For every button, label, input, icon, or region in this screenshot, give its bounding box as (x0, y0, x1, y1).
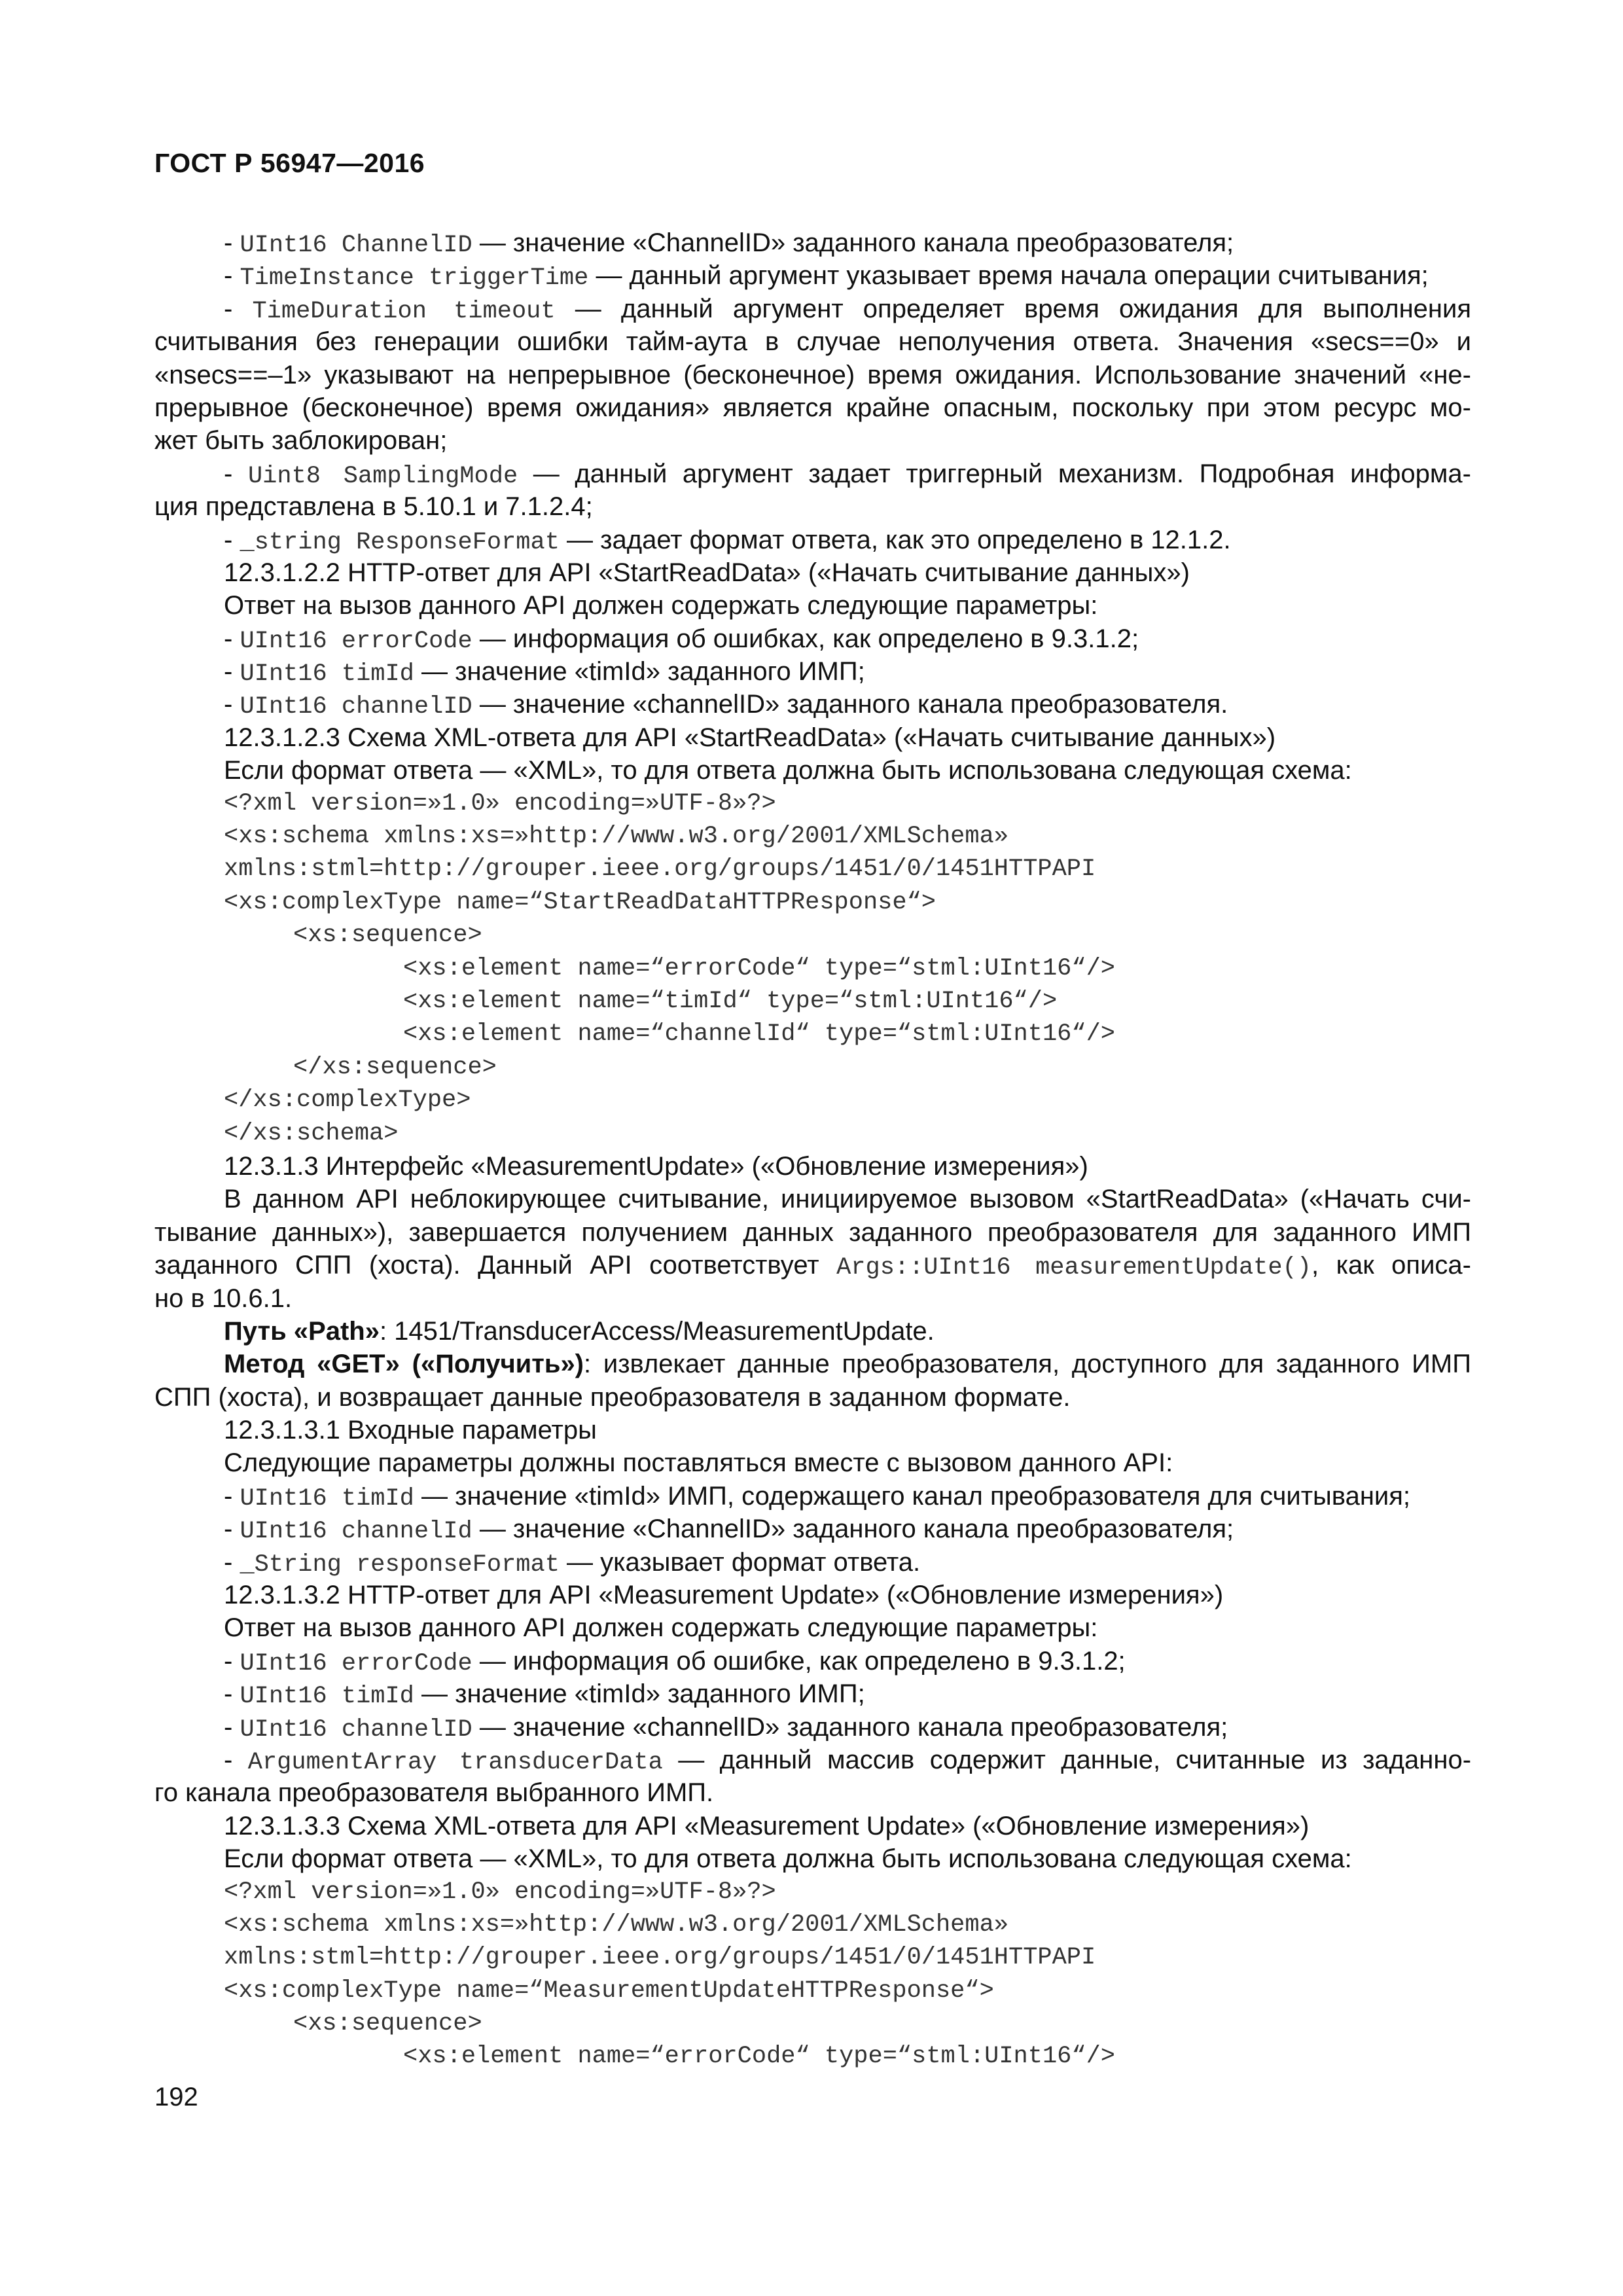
text-run: <xs:sequence> (293, 2010, 482, 2038)
code-identifier: UInt16 timId (240, 1683, 414, 1711)
text-run: — значение «timId» ИМП, содержащего канал преобразователя для считывания; (414, 1481, 1411, 1511)
text-line (154, 1842, 1471, 1875)
text-run: но в 10.6.1. (154, 1283, 293, 1313)
code-identifier: Uint8 SamplingMode (247, 462, 518, 490)
code-line (154, 853, 1471, 886)
text-run: го канала преобразователя выбранного ИМП. (154, 1778, 714, 1808)
text-line (154, 424, 1471, 457)
text-run: - (224, 525, 240, 554)
text-run: <xs:complexType name=“StartReadDataHTTPResponse“> (224, 888, 936, 916)
code-identifier: TimeDuration timeout (252, 297, 556, 325)
code-identifier: ArgumentArray transducerData (247, 1748, 663, 1776)
text-run: : извлекает данные преобразователя, доступного для заданного ИМП (584, 1350, 1471, 1379)
text-line (154, 1810, 1471, 1842)
code-line (154, 1018, 1471, 1050)
text-line (154, 655, 1471, 688)
text-run: - (224, 657, 240, 687)
text-run: - (224, 261, 240, 291)
text-line (154, 1282, 1471, 1315)
text-run: тывание данных»), завершается получением данных заданного преобразователя для заданного ИМП (154, 1217, 1471, 1247)
text-run: <xs:schema xmlns:xs=»http://www.w3.org/2001/XMLSchema» (224, 1910, 1008, 1939)
code-identifier: UInt16 ChannelID (240, 232, 473, 259)
text-line (154, 391, 1471, 424)
text-line (154, 556, 1471, 589)
text-run: — значение «channelID» заданного канала преобразователя. (472, 690, 1228, 719)
text-run: — значение «timId» заданного ИМП; (414, 1679, 865, 1709)
text-run: 12.3.1.3.1 Входные параметры (224, 1416, 597, 1445)
text-run: - (224, 1745, 248, 1774)
code-line (154, 2007, 1471, 2040)
text-line (154, 359, 1471, 391)
text-run: «nsecs==–1» указывают на непрерывное (бесконечное) время ожидания. Использование значений «не- (154, 360, 1471, 389)
text-run: </xs:sequence> (293, 1053, 497, 1081)
text-line (154, 1711, 1471, 1744)
text-run: : 1451/TransducerAccess/MeasurementUpdate. (379, 1316, 935, 1346)
text-run: жет быть заблокирован; (154, 426, 448, 456)
code-identifier: UInt16 errorCode (240, 1649, 473, 1677)
text-line (154, 589, 1471, 622)
text-line (154, 721, 1471, 754)
text-run: 12.3.1.3.3 Схема XML-ответа для API «Measurement Update» («Обновление измерения») (224, 1811, 1310, 1840)
code-identifier: Args::UInt16 measurementUpdate() (836, 1254, 1311, 1282)
document-body (154, 226, 1471, 2073)
text-run: В данном API неблокирующее считывание, инициируемое вызовом «StartReadData» («Начать счи- (224, 1185, 1471, 1214)
text-line (154, 1249, 1471, 1282)
text-run: Следующие параметры должны поставляться вместе с вызовом данного API: (224, 1448, 1173, 1478)
code-line (154, 2040, 1471, 2073)
code-identifier: UInt16 errorCode (240, 627, 473, 655)
text-line (154, 1546, 1471, 1579)
text-line (154, 622, 1471, 655)
text-line (154, 1513, 1471, 1545)
code-line (154, 1975, 1471, 2007)
text-run: — данный аргумент указывает время начала операции считывания; (588, 261, 1429, 291)
text-run: <xs:element name=“errorCode“ type=“stml:UInt16“/> (403, 2043, 1115, 2071)
code-identifier: UInt16 channelID (240, 693, 473, 721)
text-line (154, 226, 1471, 259)
code-line (154, 787, 1471, 820)
text-line (154, 1677, 1471, 1710)
text-line (154, 1480, 1471, 1513)
code-identifier: UInt16 timId (240, 1484, 414, 1513)
text-line (154, 688, 1471, 721)
text-line (154, 1579, 1471, 1611)
code-identifier: _String responseFormat (240, 1551, 560, 1579)
text-run: — данный аргумент определяет время ожидания для выполнения (555, 294, 1472, 323)
text-run: <?xml version=»1.0» encoding=»UTF-8»?> (224, 1878, 776, 1906)
text-line (154, 524, 1471, 556)
text-run: считывания без генерации ошибки тайм-аута в случае неполучения ответа. Значения «secs==0» и (154, 327, 1471, 357)
text-run: <?xml version=»1.0» encoding=»UTF-8»?> (224, 789, 776, 817)
text-run: — задает формат ответа, как это определено в 12.1.2. (559, 525, 1231, 554)
text-run: — данный аргумент задает триггерный механизм. Подробная информа- (518, 459, 1471, 488)
text-run: прерывное (бесконечное) время ожидания» является крайне опасным, поскольку при этом ресурс мо- (154, 393, 1471, 422)
text-line (154, 1744, 1471, 1776)
text-run: ция представлена в 5.10.1 и 7.1.2.4; (154, 492, 593, 522)
text-run: 12.3.1.3.2 HTTP-ответ для API «Measurement Update» («Обновление измерения») (224, 1581, 1224, 1610)
text-run: - (224, 294, 253, 323)
text-run: — информация об ошибке, как определено в 9.3.1.2; (472, 1646, 1126, 1676)
code-identifier: TimeInstance triggerTime (240, 264, 589, 293)
code-identifier: _string ResponseFormat (240, 528, 560, 556)
text-run: — информация об ошибках, как определено в 9.3.1.2; (472, 624, 1139, 653)
text-run: — значение «ChannelID» заданного канала преобразователя; (472, 1515, 1234, 1544)
bold-term: Путь «Path» (224, 1316, 380, 1346)
bold-term: Метод «GET» («Получить») (224, 1350, 584, 1379)
code-identifier: UInt16 channelId (240, 1518, 473, 1546)
text-run: — значение «channelID» заданного канала преобразователя; (472, 1712, 1228, 1742)
code-line (154, 1051, 1471, 1084)
text-line (154, 1776, 1471, 1809)
text-run: <xs:complexType name=“MeasurementUpdateHTTPResponse“> (224, 1977, 994, 2005)
text-line (154, 490, 1471, 523)
text-run: СПП (хоста), и возвращает данные преобразователя в заданном формате. (154, 1382, 1071, 1412)
text-run: Если формат ответа — «XML», то для ответа должна быть использована следующая схема: (224, 756, 1352, 785)
text-run: <xs:element name=“channelId“ type=“stml:UInt16“/> (403, 1020, 1115, 1049)
text-line (154, 1348, 1471, 1380)
text-run: - (224, 1679, 240, 1709)
text-run: 12.3.1.2.2 HTTP-ответ для API «StartReadData» («Начать считывание данных») (224, 558, 1190, 587)
text-line (154, 1381, 1471, 1414)
text-run: - (224, 1515, 240, 1544)
text-run: <xs:element name=“timId“ type=“stml:UInt16“/> (403, 987, 1058, 1015)
text-run: xmlns:stml=http://grouper.ieee.org/groups/1451/0/1451HTTPAPI (224, 1944, 1096, 1972)
text-run: — указывает формат ответа. (559, 1547, 921, 1577)
text-run: </xs:schema> (224, 1119, 399, 1147)
code-line (154, 985, 1471, 1018)
text-line (154, 1414, 1471, 1446)
code-identifier: UInt16 channelID (240, 1715, 473, 1744)
text-run: - (224, 228, 240, 257)
page-header-standard: ГОСТ Р 56947—2016 (154, 148, 425, 178)
text-line (154, 259, 1471, 292)
text-run: — данный массив содержит данные, считанные из заданно- (662, 1745, 1472, 1774)
text-run: <xs:element name=“errorCode“ type=“stml:UInt16“/> (403, 954, 1115, 982)
text-run: - (224, 624, 240, 653)
text-run: — значение «ChannelID» заданного канала преобразователя; (472, 228, 1234, 257)
text-run: - (224, 1481, 240, 1511)
code-line (154, 1117, 1471, 1150)
text-run: Ответ на вызов данного API должен содержать следующие параметры: (224, 591, 1098, 620)
code-line (154, 820, 1471, 853)
text-run: <xs:sequence> (293, 922, 482, 950)
text-line (154, 457, 1471, 490)
code-line (154, 1941, 1471, 1974)
text-run: - (224, 690, 240, 719)
text-run: 12.3.1.2.3 Схема XML-ответа для API «StartReadData» («Начать считывание данных») (224, 723, 1276, 752)
text-line (154, 1315, 1471, 1348)
code-line (154, 919, 1471, 952)
text-line (154, 1645, 1471, 1677)
text-run: - (224, 459, 248, 488)
text-run: заданного СПП (хоста). Данный API соответствует (154, 1251, 837, 1280)
text-run: - (224, 1712, 240, 1742)
code-line (154, 1084, 1471, 1117)
text-line (154, 1150, 1471, 1183)
text-run: - (224, 1646, 240, 1676)
text-run: — значение «timId» заданного ИМП; (414, 657, 865, 687)
code-line (154, 886, 1471, 919)
text-line (154, 1611, 1471, 1644)
text-run: xmlns:stml=http://grouper.ieee.org/groups/1451/0/1451HTTPAPI (224, 855, 1096, 884)
text-line (154, 1446, 1471, 1479)
text-run: Если формат ответа — «XML», то для ответа должна быть использована следующая схема: (224, 1844, 1352, 1874)
page-number: 192 (154, 2083, 198, 2111)
text-run: </xs:complexType> (224, 1086, 471, 1115)
text-line (154, 1183, 1471, 1215)
text-run: , как описа- (1311, 1251, 1471, 1280)
text-line (154, 754, 1471, 787)
text-run: Ответ на вызов данного API должен содержать следующие параметры: (224, 1613, 1098, 1643)
text-run: 12.3.1.3 Интерфейс «MeasurementUpdate» («Обновление измерения») (224, 1151, 1088, 1181)
code-line (154, 1876, 1471, 1909)
text-line (154, 293, 1471, 325)
text-line (154, 325, 1471, 358)
text-run: <xs:schema xmlns:xs=»http://www.w3.org/2001/XMLSchema» (224, 823, 1008, 851)
text-line (154, 1216, 1471, 1249)
code-line (154, 952, 1471, 985)
code-identifier: UInt16 timId (240, 660, 414, 689)
text-run: - (224, 1547, 240, 1577)
code-line (154, 1909, 1471, 1941)
